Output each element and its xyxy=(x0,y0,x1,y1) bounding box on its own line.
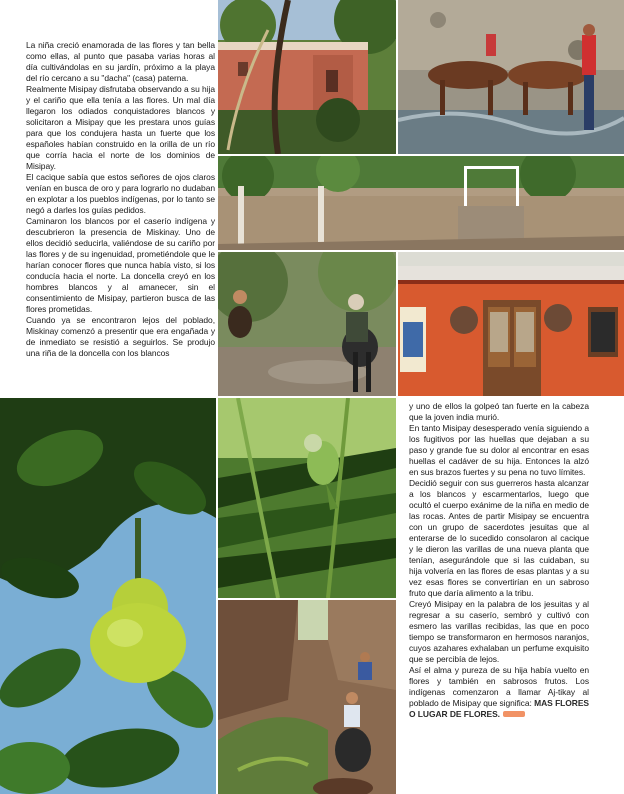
paragraph: Decidió seguir con sus guerreros hasta alcanzar a los blancos y escarmentarlos, luego que ocultó el cuerpo exánime de la niña en medio de las rocas. Antes de partir Misipay se encuentra con un grupo de sacerdotes jesuitas que al enterarse de lo sucedido consolaron al cacique y le dieron las varillas de una nueva planta que tenían, asegurándole que si las cuidaban, su hija volvería en las flores de esas plantas y a su vez esas flores se convertirían en un sabroso fruto que daría alimento a la tribu. xyxy=(409,477,589,598)
paragraph: En tanto Misipay desesperado venía siguiendo a los fugitivos por las huellas que dejaban a su paso y grande fue su dolor al encontrar en esas huellas el cadáver de su hija. Entonces la alzó en sus brazos fuertes y su pena no tuvo límites. xyxy=(409,422,589,477)
paragraph: Creyó Misipay en la palabra de los jesuitas y al regresar a su caserío, sembró y cultivó con esmero las varillas recibidas, las que en poco tiempo se transformaron en hermosos naranjos, cuyos azahares exhalaban un perfume exquisito que se percibía de lejos. xyxy=(409,598,589,664)
canyon-riders-photo xyxy=(218,600,396,794)
paragraph: y uno de ellos la golpeó tan fuerte en la cabeza que la joven india murió. xyxy=(409,401,589,422)
end-mark xyxy=(503,711,525,717)
horses-stream-photo xyxy=(398,0,624,154)
paragraph-final xyxy=(409,665,589,720)
riders-trail-photo xyxy=(218,252,396,396)
paragraph: El cacique sabía que estos señores de ojos claros venían en busca de oro y para lograrlo no dudaban en explotar a los pueblos indígenas, por lo tanto se negó a darles los guías pedidos. xyxy=(26,171,215,215)
paragraph: Cuando ya se encontraron lejos del poblado, Miskinay comenzó a presentir que era engañada y de inmediato se resistió a seguirlos. Se produjo una riña de la doncella con los blancos xyxy=(26,314,215,358)
story-column-left xyxy=(26,40,215,359)
paragraph-text: Así el alma y pureza de su hija había vuelto en flores y también en sabrosos frutos. Los indígenas comenzaron a llamar Aj-tikay al poblado de Misipay que significa: xyxy=(409,664,589,708)
red-building-photo xyxy=(398,252,624,396)
paragraph: Realmente Misipay disfrutaba observando a su hija y el cariño que ella tenía a las flores. Un mal día llegaron los odiados conquistadores blancos y solicitaron a Misipay que les prestara unos guías para que los condujera hasta un fuerte que los españoles habían construido en la orilla de un río que corría hacia el norte de los dominios de Misipay. xyxy=(26,83,215,171)
paragraph: La niña creció enamorada de las flores y tan bella como ellas, al punto que pasaba varias horas al día cultivándolas en su jardín, próximo a la playa del río cercano a su "dacha" (casa) paterna. xyxy=(26,40,215,83)
adobe-house-photo xyxy=(218,0,396,154)
well-courtyard-photo xyxy=(218,156,624,250)
paragraph: Caminaron los blancos por el caserío indígena y descubrieron la presencia de Miskinay. Uno de ellos decidió seducirla, valiéndose de su cariño por las flores y de su ingenuidad, prometiéndole que le harían conocer flores que nunca había visto, si los conducía hacia el norte. La doncella creyó en los hombres blancos y al amanecer, sin el consentimiento de Misipay, partieron busca de las flores prometidas. xyxy=(26,215,215,314)
highlight-meaning: MAS FLORES O LUGAR DE FLORES. xyxy=(409,697,589,719)
story-column-right xyxy=(409,401,589,720)
parrot-palm-photo xyxy=(218,398,396,598)
citrus-fruit-photo xyxy=(0,398,216,794)
